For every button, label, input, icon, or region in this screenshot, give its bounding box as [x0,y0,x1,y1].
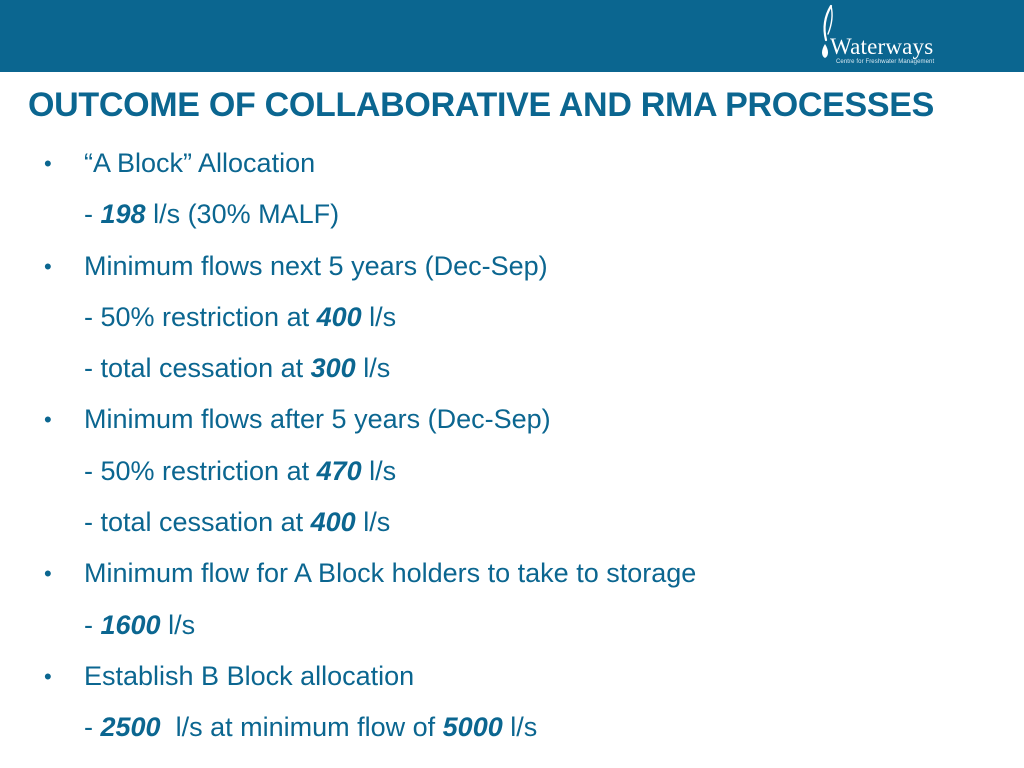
bullet-item [0,394,1024,445]
sub-item [0,600,1024,651]
bullet-item [0,548,1024,599]
sub-text: l/s [355,353,391,384]
sub-text: - [84,712,101,743]
sub-text: l/s [160,609,196,640]
sub-text: - total cessation at [84,353,311,384]
sub-item [0,497,1024,548]
sub-text: l/s [361,455,397,486]
flow-value: 400 [316,301,362,332]
bullet-heading: “A Block” Allocation [84,148,316,178]
sub-item [0,446,1024,497]
bullet-dot-icon: • [44,663,52,689]
slide-title: OUTCOME OF COLLABORATIVE AND RMA PROCESSES [28,86,935,124]
flow-value: 400 [310,507,356,538]
bullet-dot-icon: • [44,561,52,587]
bullet-heading: Minimum flow for A Block holders to take to storage [84,558,697,589]
sub-text: l/s (30% MALF) [145,199,340,230]
flow-value: 2500 [100,712,161,743]
sub-item [0,702,1024,753]
flow-value: 470 [316,455,362,486]
flow-value: 1600 [100,609,161,640]
header-band [0,0,1024,72]
sub-text: - 50% restriction at [84,455,317,486]
sub-text: - [84,199,101,230]
flow-value: 5000 [442,712,503,743]
bullet-heading: Establish B Block allocation [84,660,415,691]
sub-text: l/s [355,507,391,538]
sub-item [0,292,1024,343]
sub-text: - total cessation at [84,507,311,538]
bullet-heading: Minimum flows next 5 years (Dec-Sep) [84,250,548,281]
sub-text: l/s [502,712,538,743]
bullet-dot-icon: • [44,253,52,279]
logo-wordmark: Waterways [830,34,934,59]
bullet-item [0,138,1024,189]
sub-text: l/s [361,301,397,332]
flow-value: 198 [100,199,146,230]
sub-item [0,343,1024,394]
bullet-dot-icon: • [44,151,52,176]
waterways-logo [816,4,966,66]
bullet-dot-icon: • [44,407,52,433]
flow-value: 300 [310,353,356,384]
bullet-item [0,241,1024,292]
bullet-item [0,651,1024,702]
sub-text: l/s at minimum flow of [160,712,443,743]
sub-text: - 50% restriction at [84,301,317,332]
bullet-heading: Minimum flows after 5 years (Dec-Sep) [84,404,551,435]
sub-text: - [84,609,101,640]
sub-item [0,189,1024,240]
logo-tagline: Centre for Freshwater Management [836,59,935,65]
bullet-list [0,138,1024,754]
